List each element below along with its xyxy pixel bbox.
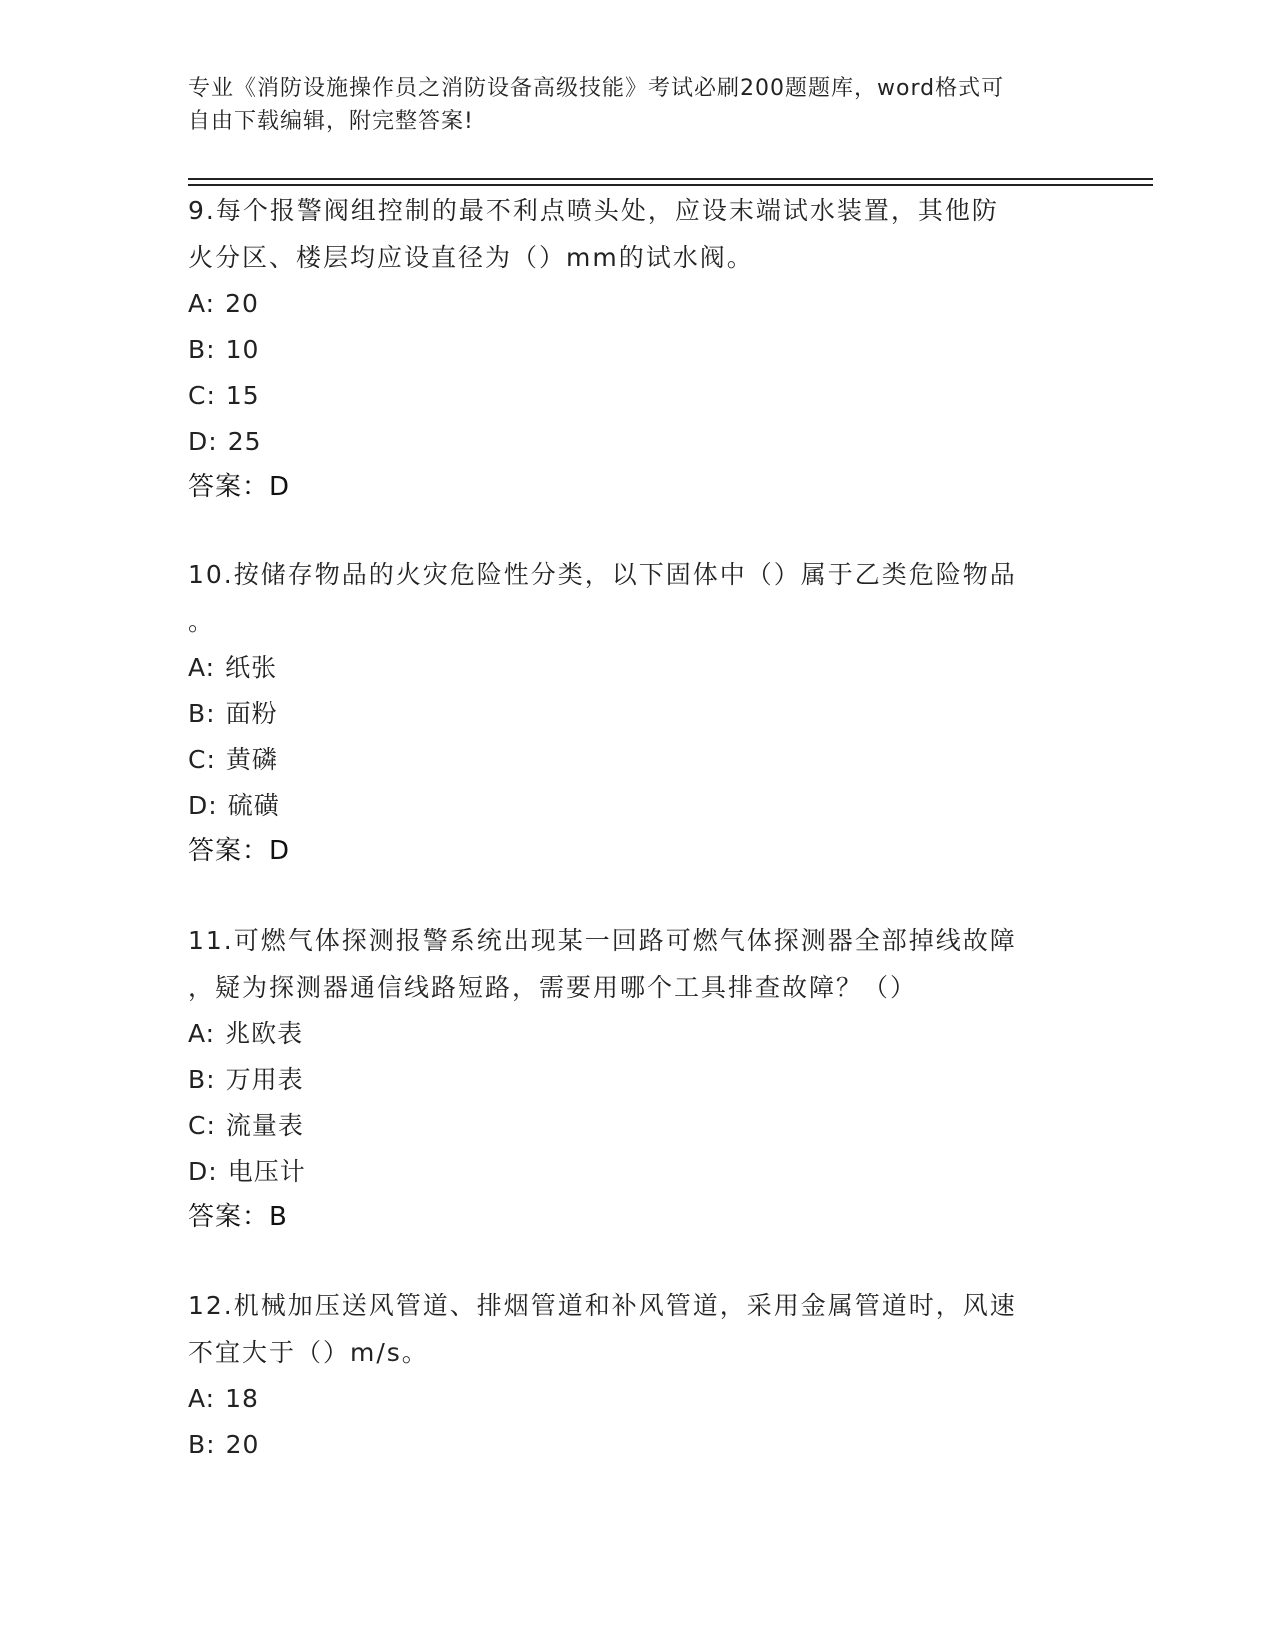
option-b <box>188 1422 1088 1468</box>
option-text: 25 <box>227 427 262 456</box>
option-c <box>188 737 1088 783</box>
option-text: 兆欧表 <box>225 1019 304 1048</box>
option-text: 15 <box>225 381 260 410</box>
option-text: 电压计 <box>227 1157 306 1186</box>
option-b <box>188 1057 1088 1103</box>
answer: 答案：D <box>188 472 291 502</box>
option-a <box>188 281 1088 327</box>
option-label: D: <box>188 791 218 820</box>
option-d <box>188 419 1088 465</box>
question-stem-line: 10.按储存物品的火灾危险性分类，以下固体中（）属于乙类危险物品 <box>188 560 1017 589</box>
question-12 <box>188 1282 1088 1468</box>
question-stem-line: 火分区、楼层均应设直径为（）mm的试水阀。 <box>188 243 754 272</box>
option-a <box>188 645 1088 691</box>
option-text: 18 <box>225 1384 259 1413</box>
document-header <box>188 72 1088 138</box>
option-label: B: <box>188 1430 216 1459</box>
option-label: A: <box>188 653 216 682</box>
option-label: A: <box>188 289 216 318</box>
option-label: C: <box>188 745 216 774</box>
question-stem-line: 12.机械加压送风管道、排烟管道和补风管道，采用金属管道时，风速 <box>188 1291 1017 1320</box>
question-10 <box>188 551 1088 873</box>
option-label: A: <box>188 1019 216 1048</box>
question-9 <box>188 187 1088 509</box>
option-label: B: <box>188 1065 216 1094</box>
header-line-2: 自由下载编辑，附完整答案! <box>188 109 474 134</box>
option-d <box>188 1149 1088 1195</box>
option-text: 面粉 <box>225 699 278 728</box>
option-text: 纸张 <box>225 653 278 682</box>
question-stem-line: 。 <box>188 607 216 636</box>
option-text: 黄磷 <box>225 745 278 774</box>
option-text: 万用表 <box>225 1065 304 1094</box>
option-label: A: <box>188 1384 216 1413</box>
option-text: 硫磺 <box>227 791 280 820</box>
header-line-1: 专业《消防设施操作员之消防设备高级技能》考试必刷200题题库，word格式可 <box>188 76 1005 101</box>
option-b <box>188 691 1088 737</box>
question-stem-line: 9.每个报警阀组控制的最不利点喷头处，应设末端试水装置，其他防 <box>188 196 999 225</box>
question-stem-line: 不宜大于（）m/s。 <box>188 1338 429 1367</box>
option-text: 10 <box>225 335 260 364</box>
option-text: 20 <box>225 1430 260 1459</box>
option-label: C: <box>188 381 216 410</box>
option-a <box>188 1376 1088 1422</box>
option-label: D: <box>188 427 218 456</box>
answer: 答案：B <box>188 1202 288 1232</box>
option-a <box>188 1011 1088 1057</box>
answer: 答案：D <box>188 836 291 866</box>
question-11 <box>188 917 1088 1239</box>
option-label: C: <box>188 1111 216 1140</box>
header-divider-top <box>188 178 1153 180</box>
option-b <box>188 327 1088 373</box>
option-c <box>188 1103 1088 1149</box>
option-text: 流量表 <box>225 1111 304 1140</box>
option-c <box>188 373 1088 419</box>
option-label: B: <box>188 335 216 364</box>
header-divider-bottom <box>188 184 1153 186</box>
option-label: B: <box>188 699 216 728</box>
option-text: 20 <box>225 289 259 318</box>
option-label: D: <box>188 1157 218 1186</box>
option-d <box>188 783 1088 829</box>
question-stem-line: ，疑为探测器通信线路短路，需要用哪个工具排查故障？（） <box>188 973 918 1002</box>
question-stem-line: 11.可燃气体探测报警系统出现某一回路可燃气体探测器全部掉线故障 <box>188 926 1017 955</box>
